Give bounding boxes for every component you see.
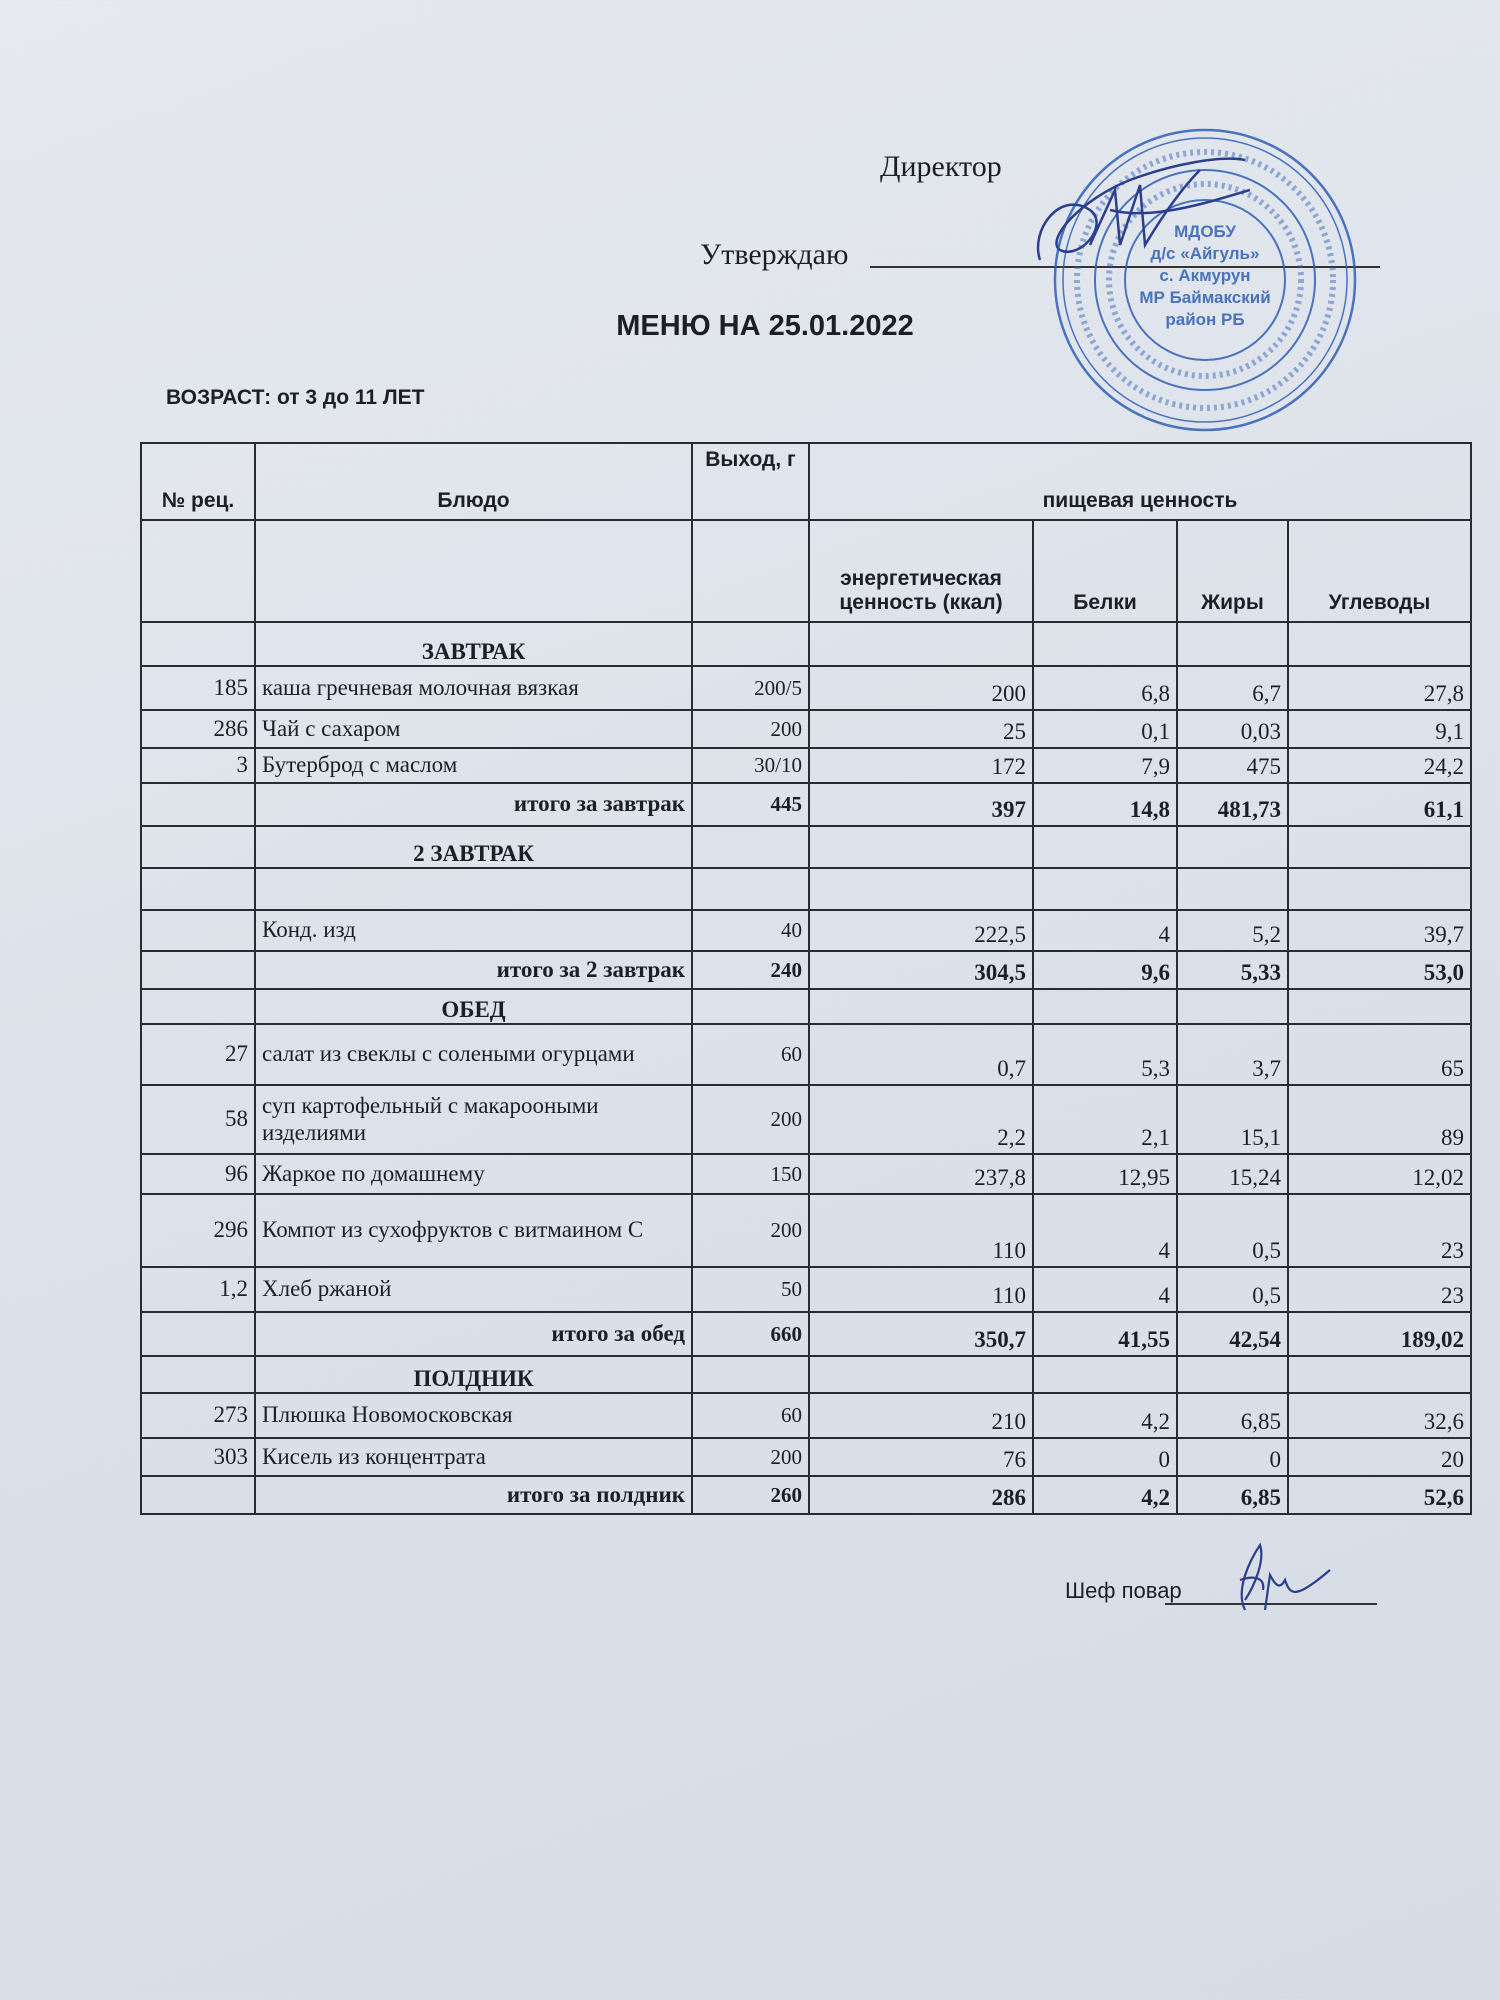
protein: 4	[1033, 1267, 1177, 1312]
energy-kcal: 110	[809, 1194, 1033, 1267]
dish-name: итого за обед	[255, 1312, 692, 1356]
carbohydrates: 53,0	[1288, 951, 1471, 989]
energy-kcal: 286	[809, 1476, 1033, 1514]
energy-kcal: 210	[809, 1393, 1033, 1438]
carbohydrates	[1288, 989, 1471, 1024]
total-row	[141, 1312, 1471, 1356]
menu-table	[140, 442, 1472, 1515]
section-row	[141, 989, 1471, 1024]
fat: 0,5	[1177, 1267, 1288, 1312]
energy-kcal	[809, 868, 1033, 910]
energy-kcal	[809, 1356, 1033, 1393]
carbohydrates: 24,2	[1288, 748, 1471, 783]
protein: 9,6	[1033, 951, 1177, 989]
energy-kcal: 200	[809, 666, 1033, 710]
carbohydrates: 27,8	[1288, 666, 1471, 710]
dish-name: итого за полдник	[255, 1476, 692, 1514]
col-header-carb: Углеводы	[1288, 520, 1471, 622]
portion-weight: 150	[692, 1154, 809, 1194]
protein: 12,95	[1033, 1154, 1177, 1194]
recipe-number	[141, 826, 255, 868]
fat: 0	[1177, 1438, 1288, 1476]
energy-kcal: 172	[809, 748, 1033, 783]
total-row	[141, 783, 1471, 826]
carbohydrates: 89	[1288, 1085, 1471, 1154]
fat	[1177, 989, 1288, 1024]
carbohydrates: 32,6	[1288, 1393, 1471, 1438]
table-row	[141, 1194, 1471, 1267]
empty-cell	[141, 520, 255, 622]
director-label: Директор	[880, 150, 1002, 183]
protein: 0	[1033, 1438, 1177, 1476]
recipe-number: 27	[141, 1024, 255, 1085]
dish-name: салат из свеклы с солеными огурцами	[255, 1024, 692, 1085]
dish-name: Конд. изд	[255, 910, 692, 951]
table-row	[141, 748, 1471, 783]
table-row	[141, 1024, 1471, 1085]
table-row	[141, 1267, 1471, 1312]
dish-name: Бутерброд с маслом	[255, 748, 692, 783]
section-row	[141, 826, 1471, 868]
recipe-number	[141, 1312, 255, 1356]
recipe-number	[141, 1356, 255, 1393]
table-row	[141, 1154, 1471, 1194]
fat: 15,1	[1177, 1085, 1288, 1154]
dish-name: 2 ЗАВТРАК	[255, 826, 692, 868]
col-header-protein: Белки	[1033, 520, 1177, 622]
table-row	[141, 1438, 1471, 1476]
table-row	[141, 868, 1471, 910]
carbohydrates: 12,02	[1288, 1154, 1471, 1194]
age-range: ВОЗРАСТ: от 3 до 11 ЛЕТ	[166, 386, 425, 409]
dish-name: итого за 2 завтрак	[255, 951, 692, 989]
dish-name: итого за завтрак	[255, 783, 692, 826]
stamp-line: МДОБУ	[1174, 222, 1236, 241]
table-row	[141, 710, 1471, 748]
portion-weight	[692, 1356, 809, 1393]
header-row	[141, 443, 1471, 520]
approve-label: Утверждаю	[700, 238, 849, 271]
recipe-number: 303	[141, 1438, 255, 1476]
fat: 15,24	[1177, 1154, 1288, 1194]
portion-weight	[692, 622, 809, 666]
carbohydrates: 61,1	[1288, 783, 1471, 826]
fat: 5,33	[1177, 951, 1288, 989]
recipe-number: 1,2	[141, 1267, 255, 1312]
portion-weight	[692, 826, 809, 868]
fat: 0,5	[1177, 1194, 1288, 1267]
carbohydrates: 9,1	[1288, 710, 1471, 748]
carbohydrates: 39,7	[1288, 910, 1471, 951]
protein: 4,2	[1033, 1393, 1177, 1438]
portion-weight: 30/10	[692, 748, 809, 783]
energy-kcal: 25	[809, 710, 1033, 748]
recipe-number	[141, 622, 255, 666]
page-title: МЕНЮ НА 25.01.2022	[616, 310, 914, 342]
total-row	[141, 951, 1471, 989]
portion-weight: 260	[692, 1476, 809, 1514]
table-row	[141, 910, 1471, 951]
protein	[1033, 1356, 1177, 1393]
protein: 5,3	[1033, 1024, 1177, 1085]
header-subrow	[141, 520, 1471, 622]
energy-kcal: 237,8	[809, 1154, 1033, 1194]
protein	[1033, 826, 1177, 868]
energy-kcal: 110	[809, 1267, 1033, 1312]
protein: 4,2	[1033, 1476, 1177, 1514]
col-header-dish: Блюдо	[255, 443, 692, 520]
carbohydrates	[1288, 826, 1471, 868]
energy-kcal: 397	[809, 783, 1033, 826]
fat: 42,54	[1177, 1312, 1288, 1356]
recipe-number: 286	[141, 710, 255, 748]
recipe-number: 185	[141, 666, 255, 710]
carbohydrates	[1288, 1356, 1471, 1393]
carbohydrates: 65	[1288, 1024, 1471, 1085]
recipe-number: 296	[141, 1194, 255, 1267]
energy-kcal	[809, 622, 1033, 666]
portion-weight: 200	[692, 1194, 809, 1267]
protein: 4	[1033, 910, 1177, 951]
protein: 7,9	[1033, 748, 1177, 783]
col-header-fat: Жиры	[1177, 520, 1288, 622]
col-header-kcal: энергетическая ценность (ккал)	[809, 520, 1033, 622]
dish-name	[255, 868, 692, 910]
dish-name: Жаркое по домашнему	[255, 1154, 692, 1194]
section-row	[141, 622, 1471, 666]
portion-weight: 660	[692, 1312, 809, 1356]
table-row	[141, 666, 1471, 710]
dish-name: Кисель из концентрата	[255, 1438, 692, 1476]
portion-weight: 40	[692, 910, 809, 951]
chef-signature	[1215, 1540, 1335, 1615]
fat: 0,03	[1177, 710, 1288, 748]
chef-label: Шеф повар	[1065, 1578, 1182, 1603]
energy-kcal: 350,7	[809, 1312, 1033, 1356]
recipe-number	[141, 989, 255, 1024]
portion-weight: 200	[692, 1438, 809, 1476]
total-row	[141, 1476, 1471, 1514]
fat	[1177, 826, 1288, 868]
protein: 2,1	[1033, 1085, 1177, 1154]
energy-kcal	[809, 826, 1033, 868]
carbohydrates	[1288, 868, 1471, 910]
dish-name: Чай с сахаром	[255, 710, 692, 748]
director-signature	[1020, 150, 1250, 280]
fat: 475	[1177, 748, 1288, 783]
protein	[1033, 989, 1177, 1024]
portion-weight: 445	[692, 783, 809, 826]
fat: 481,73	[1177, 783, 1288, 826]
portion-weight: 200	[692, 1085, 809, 1154]
protein: 41,55	[1033, 1312, 1177, 1356]
recipe-number: 273	[141, 1393, 255, 1438]
portion-weight	[692, 868, 809, 910]
portion-weight: 240	[692, 951, 809, 989]
dish-name: ОБЕД	[255, 989, 692, 1024]
recipe-number: 58	[141, 1085, 255, 1154]
recipe-number	[141, 910, 255, 951]
energy-kcal: 76	[809, 1438, 1033, 1476]
dish-name: каша гречневая молочная вязкая	[255, 666, 692, 710]
protein: 6,8	[1033, 666, 1177, 710]
recipe-number	[141, 1476, 255, 1514]
col-header-out: Выход, г	[692, 443, 809, 520]
recipe-number	[141, 951, 255, 989]
carbohydrates: 52,6	[1288, 1476, 1471, 1514]
carbohydrates	[1288, 622, 1471, 666]
protein	[1033, 868, 1177, 910]
fat: 5,2	[1177, 910, 1288, 951]
fat	[1177, 1356, 1288, 1393]
fat: 6,85	[1177, 1476, 1288, 1514]
empty-cell	[255, 520, 692, 622]
dish-name: ЗАВТРАК	[255, 622, 692, 666]
portion-weight: 50	[692, 1267, 809, 1312]
dish-name: Плюшка Новомосковская	[255, 1393, 692, 1438]
portion-weight: 200/5	[692, 666, 809, 710]
portion-weight: 200	[692, 710, 809, 748]
stamp-line: район РБ	[1165, 310, 1245, 329]
recipe-number	[141, 783, 255, 826]
energy-kcal: 0,7	[809, 1024, 1033, 1085]
carbohydrates: 20	[1288, 1438, 1471, 1476]
fat: 6,7	[1177, 666, 1288, 710]
col-header-nutrition: пищевая ценность	[809, 443, 1471, 520]
fat: 3,7	[1177, 1024, 1288, 1085]
portion-weight	[692, 989, 809, 1024]
table-row	[141, 1393, 1471, 1438]
protein: 14,8	[1033, 783, 1177, 826]
fat	[1177, 622, 1288, 666]
col-header-rec: № рец.	[141, 443, 255, 520]
stamp-line: д/с «Айгуль»	[1150, 244, 1260, 263]
recipe-number	[141, 868, 255, 910]
recipe-number: 96	[141, 1154, 255, 1194]
carbohydrates: 23	[1288, 1194, 1471, 1267]
stamp-line: с. Акмурун	[1159, 266, 1251, 285]
portion-weight: 60	[692, 1024, 809, 1085]
energy-kcal: 2,2	[809, 1085, 1033, 1154]
dish-name: Хлеб ржаной	[255, 1267, 692, 1312]
energy-kcal	[809, 989, 1033, 1024]
carbohydrates: 23	[1288, 1267, 1471, 1312]
fat	[1177, 868, 1288, 910]
protein: 4	[1033, 1194, 1177, 1267]
dish-name: Компот из сухофруктов с витмаином С	[255, 1194, 692, 1267]
recipe-number: 3	[141, 748, 255, 783]
empty-cell	[692, 520, 809, 622]
portion-weight: 60	[692, 1393, 809, 1438]
protein	[1033, 622, 1177, 666]
energy-kcal: 222,5	[809, 910, 1033, 951]
section-row	[141, 1356, 1471, 1393]
table-row	[141, 1085, 1471, 1154]
fat: 6,85	[1177, 1393, 1288, 1438]
stamp-line: МР Баймакский	[1139, 288, 1271, 307]
carbohydrates: 189,02	[1288, 1312, 1471, 1356]
dish-name: суп картофельный с макарооными изделиями	[255, 1085, 692, 1154]
protein: 0,1	[1033, 710, 1177, 748]
energy-kcal: 304,5	[809, 951, 1033, 989]
dish-name: ПОЛДНИК	[255, 1356, 692, 1393]
